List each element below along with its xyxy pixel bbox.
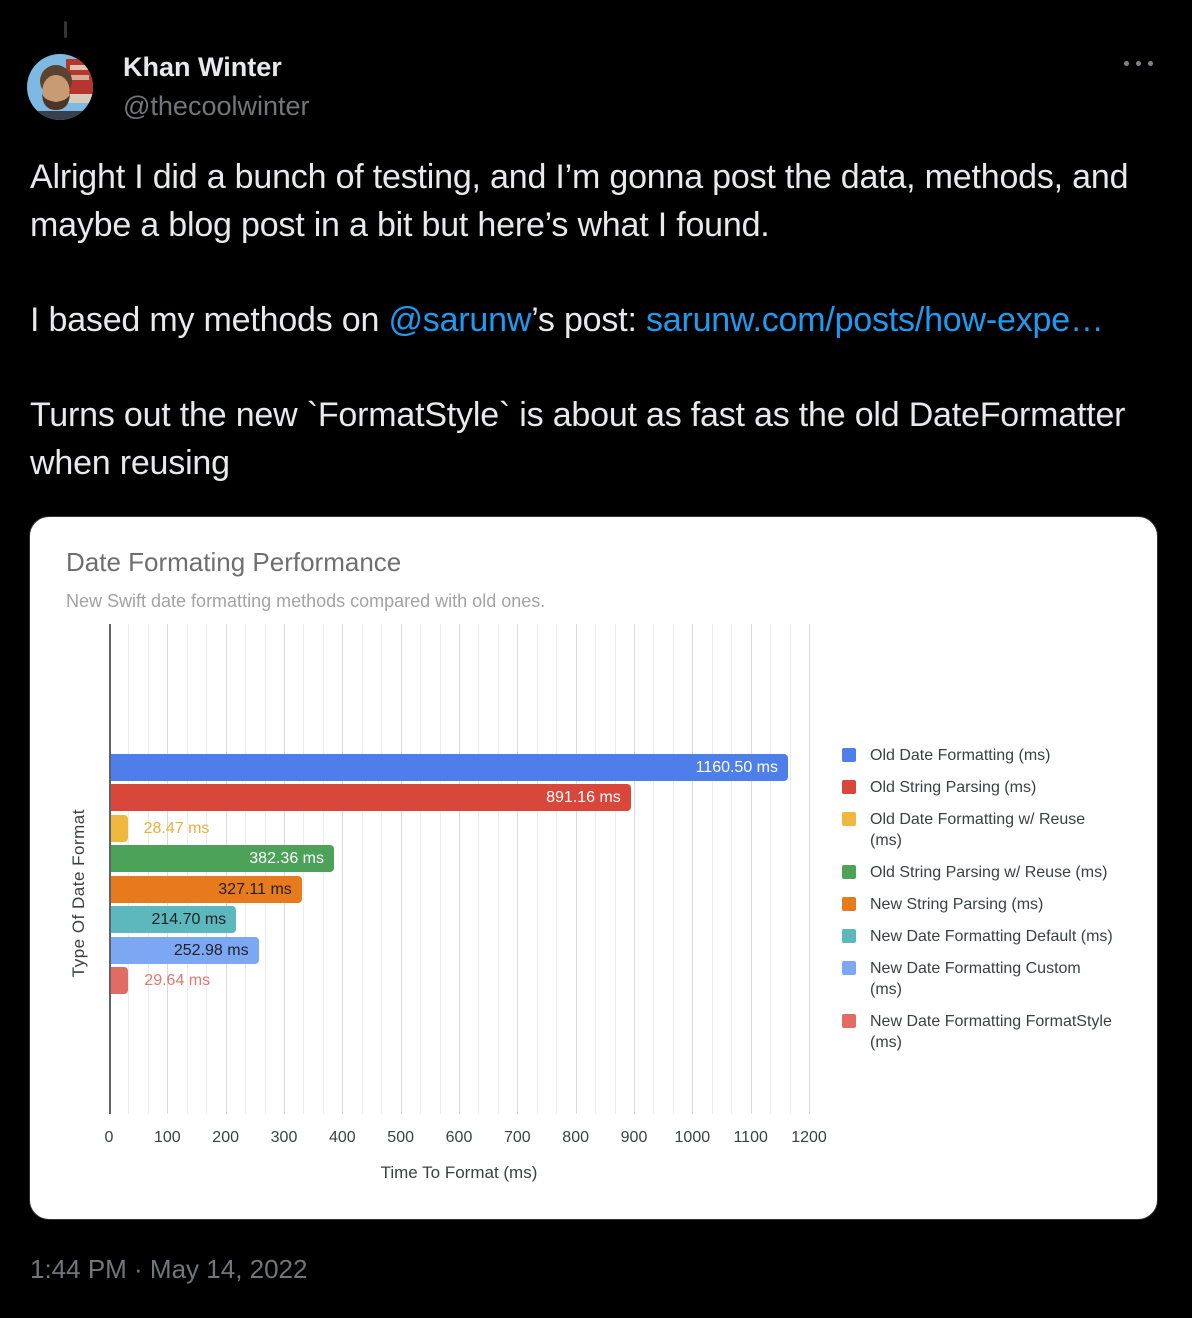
chart-title: Date Formating Performance — [66, 547, 402, 577]
legend-label: Old String Parsing w/ Reuse (ms) — [870, 864, 1108, 881]
inline-link[interactable]: sarunw.com/posts/how-expe… — [645, 301, 1104, 339]
legend-swatch — [842, 961, 856, 975]
legend-swatch — [842, 897, 856, 911]
gridline — [576, 624, 577, 1114]
avatar[interactable] — [27, 54, 93, 120]
x-tick-label: 800 — [562, 1129, 590, 1146]
tweet-text — [30, 153, 1130, 487]
gridline — [342, 624, 343, 1114]
x-tick-label: 400 — [328, 1129, 356, 1146]
paragraph-1 — [30, 153, 1130, 249]
text-segment: ’s post: — [531, 301, 646, 339]
legend-item — [842, 958, 1142, 1000]
gridline — [595, 624, 596, 1114]
legend-label: New Date Formatting Custom (ms) — [870, 960, 1081, 998]
gridline — [653, 624, 654, 1114]
legend-item — [842, 926, 1142, 947]
chart-legend — [842, 745, 1142, 1064]
legend-swatch — [842, 1014, 856, 1028]
text-segment: Turns out the new `FormatStyle` is about as fast as the old DateFormatter when reusing — [30, 396, 1126, 482]
text-segment: I based my methods on — [30, 301, 389, 339]
inline-link[interactable]: @sarunw — [388, 301, 532, 339]
legend-label: New String Parsing (ms) — [870, 896, 1044, 913]
gridline — [517, 624, 518, 1114]
bar-value-label: 214.70 ms — [151, 911, 227, 928]
chart-subtitle: New Swift date formatting methods compared with old ones. — [66, 591, 546, 611]
legend-label: New Date Formatting Default (ms) — [870, 928, 1113, 945]
legend-item — [842, 1011, 1142, 1053]
gridline — [381, 624, 382, 1114]
bar-value-label: 252.98 ms — [173, 942, 249, 959]
gridline — [751, 624, 752, 1114]
thread-connector-line — [64, 21, 67, 38]
x-tick-label: 1100 — [733, 1129, 768, 1146]
ellipsis-icon — [1136, 61, 1141, 66]
legend-swatch — [842, 812, 856, 826]
gridline — [673, 624, 674, 1114]
legend-swatch — [842, 865, 856, 879]
gridline — [770, 624, 771, 1114]
x-tick-label: 300 — [270, 1129, 298, 1146]
bar-value-label: 891.16 ms — [546, 789, 621, 806]
gridline — [498, 624, 499, 1114]
gridline — [615, 624, 616, 1114]
gridline — [420, 624, 421, 1114]
text-segment: Alright I did a bunch of testing, and I’m gonna post the data, methods, and maybe a blog post in a bit but here’s what I found. — [30, 158, 1129, 244]
x-axis-title: Time To Format (ms) — [380, 1163, 538, 1182]
gridline — [692, 624, 693, 1114]
x-tick-label: 500 — [387, 1129, 415, 1146]
avatar-photo — [27, 54, 93, 120]
gridline — [634, 624, 635, 1114]
author-handle[interactable]: @thecoolwinter — [123, 91, 310, 121]
gridline — [478, 624, 479, 1114]
legend-item — [842, 745, 1142, 766]
gridline — [731, 624, 732, 1114]
bar-value-label: 382.36 ms — [249, 850, 324, 867]
x-tick-label: 0 — [104, 1129, 114, 1146]
legend-item — [842, 777, 1142, 798]
bar-value-label: 28.47 ms — [143, 820, 210, 837]
bar-1 — [111, 754, 788, 781]
ellipsis-icon — [1124, 61, 1129, 66]
x-tick-label: 1200 — [791, 1129, 827, 1146]
legend-label: New Date Formatting FormatStyle (ms) — [870, 1013, 1112, 1051]
legend-item — [842, 809, 1142, 851]
x-tick-label: 700 — [503, 1129, 531, 1146]
gridline — [790, 624, 791, 1114]
y-axis-title: Type Of Date Format — [69, 809, 88, 978]
chart-card[interactable] — [29, 516, 1158, 1220]
plot-area — [104, 624, 827, 1146]
ellipsis-icon — [1148, 61, 1153, 66]
bar-value-label: 327.11 ms — [218, 881, 292, 898]
legend-swatch — [842, 780, 856, 794]
x-tick-label: 1000 — [674, 1129, 711, 1146]
legend-swatch — [842, 929, 856, 943]
x-tick-label: 900 — [620, 1129, 648, 1146]
gridline — [809, 624, 810, 1114]
bar-value-label: 29.64 ms — [144, 972, 211, 989]
gridline — [712, 624, 713, 1114]
gridline — [440, 624, 441, 1114]
gridline — [459, 624, 460, 1114]
paragraph-2 — [30, 296, 1130, 344]
legend-label: Old String Parsing (ms) — [870, 779, 1037, 796]
gridline — [401, 624, 402, 1114]
legend-item — [842, 862, 1142, 883]
timestamp: 1:44 PM · May 14, 2022 — [30, 1254, 308, 1284]
x-tick-label: 100 — [153, 1129, 181, 1146]
author-name[interactable]: Khan Winter — [123, 52, 282, 82]
x-tick-label: 600 — [445, 1129, 473, 1146]
legend-item — [842, 894, 1142, 915]
legend-label: Old Date Formatting (ms) — [870, 747, 1051, 764]
gridline — [362, 624, 363, 1114]
gridline — [556, 624, 557, 1114]
bar-8 — [111, 967, 128, 994]
legend-label: Old Date Formatting w/ Reuse (ms) — [870, 811, 1086, 849]
legend-swatch — [842, 748, 856, 762]
more-button[interactable] — [1118, 55, 1159, 72]
paragraph-3 — [30, 391, 1130, 487]
bar-value-label: 1160.50 ms — [695, 759, 778, 776]
bar-3 — [111, 815, 128, 842]
x-tick-label: 200 — [212, 1129, 240, 1146]
gridline — [537, 624, 538, 1114]
